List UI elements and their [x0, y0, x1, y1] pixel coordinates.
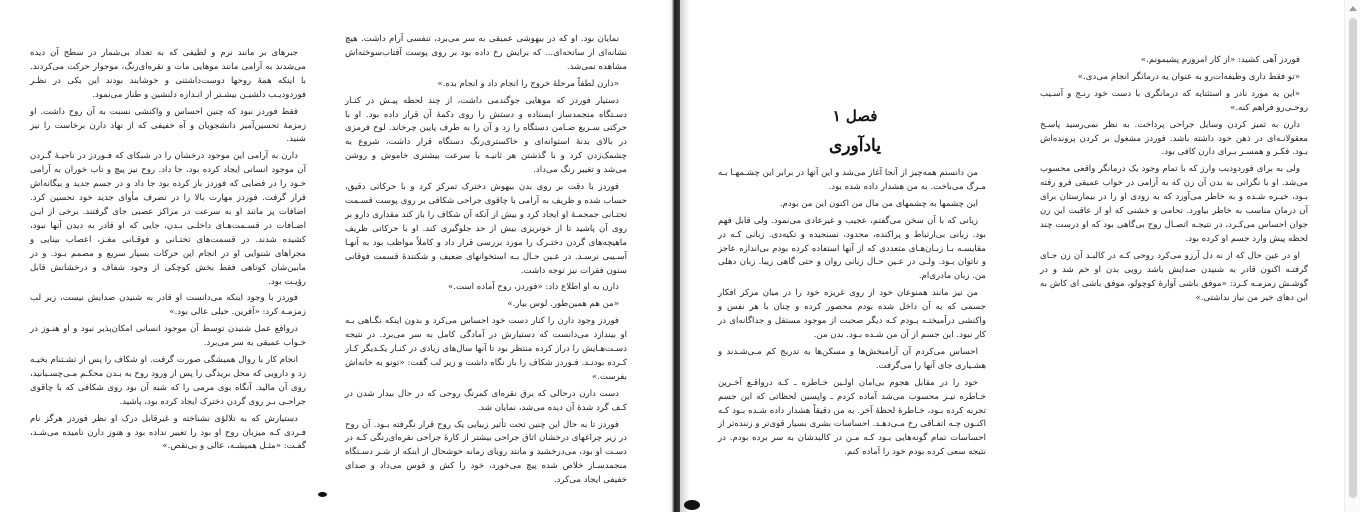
paragraph: او در عین حال که از نه دل آرزو می‌کرد روحی کـه در کالبـد آن زن جـای گرفتـه اکنون قادر به شنیدن صدایش باشد رویی بدن او خم شد و در گوشـش زمزمـه کـرد: «موفق باشی آوارهٔ کوچولو، موفق باشی ای کاش به این دهای خیر من نیاز نداشتی.»: [1040, 250, 1308, 303]
paragraph: دستیار فوردز که موهایی جوگندمی داشت، از چند لحظه پیـش در کنـار دسـتگاه منجمدساز ایستاده و دستش را روی دکمهٔ آن قرار داده بود. او با حرکتی سـریع ضـامن دستگاه را زد و آن را به طرف پایین چرخاند. لوح فرمزی در بالای بدنهٔ استوانه‌ای و خاکستری‌رنگ دستگاه قرار داشت، شروع به چشمک‌زدن کرد و با گذشتن هر ثانیـه با سرعت بیشتری خاموش و روشن می‌شد و تغییر رنگ می‌داد.: [345, 95, 627, 176]
paragraph: انجام کار با روال همیشگی صورت گرفت. او شکاف را پس از تشـتنام بخیـه زد و دارویی که محل بریدگی را پس از ورود روح به بـدن محکـم مـی‌چسـبانید، روی آن مالید. آنگاه بوی مرمی را که شبه آن بود روی شکافی که با چاقوی جراحـی بـر روی گردن دخترک ایجاد کرده بود، پاشید.: [30, 355, 306, 407]
paragraph: فوردز وجود دارن را کنار دست خود احساس می‌کرد و بدون اینکه نگـاهی بـه او بیندازد می‌دانست که دستیارش در آمادگی کامل به سر می‌برد. در نتیجه دسـت‌هـایش را دراز کرده منتظر بود تا آنها سال‌های زیادی در کنـار یکـدیگر کـار کـرده بودنـد. فـوردز شکاف را باز نگاه داشت و زیر لب گفت: «تونو به خانه‌اش بفرست.»: [345, 316, 627, 382]
paragraph: ولی به برای فوردودیب وارز که با تمام وجود یک درمانگر واقعی محسوب می‌شد. او با نگرانی به بدن آن زن که به آرامی در خواب عمیقی فرو رفته بـود، خیـره شـده و به خاطر می‌آورد که به زودی او را در بیمارستان برای آن درمان مناسب به خاطر بیاورد. تحامی و خشنی که او از عاقبت این زن جوان احساس می‌کـرد، در نتیجـه اتصـال روح بی‌گاهی بود که او درست چند لحظه پیش وارد جسم او کرده بود.: [1040, 164, 1308, 244]
paragraph: فوردز تا به حال این چنین تحت تأثیر زیبایی یک روح قرار نگرفته بـود. آن روح در زیر چراغهای درخشان اتاق جراحی بیشتر از کارهٔ جراحی نقره‌ای‌رنگی کـه در دسـت او بود، می‌درخشید و مانند رویای زمانه خوشحال از اینکه از شـر دسـتگاه منجمدسـاز خلاص شده پیچ می‌خورد، خود را کش و قوس می‌داد و صدای خفیفی ایجاد می‌کرد.: [345, 419, 627, 486]
paragraph: فوردز آهی کشید: «از کار امروزم پشیمونم.»: [1140, 55, 1300, 65]
page-edge-shadow: [680, 0, 690, 512]
paragraph: «این یه مورد نادر و استثنایه که درمانگری با دست خود رنـج و آسـیب روحـی‌رو فراهم کنه.»: [1040, 88, 1308, 113]
paragraph: این چشمها به چشمهای من مال من اکنون این من بودم.: [779, 198, 978, 209]
paragraph: فوردز با دقت بر روی بدن بیهوش دخترک تمرکز کرد و با حرکاتی دقیق، حساب شده و ظریف به آرامی با چاقوی جراحی شکافی بر روی پوست قسـمت تحتـانی جمجمـهٔ او ایجاد کرد و بیش از آنکه آن شکاف را باز کند مقداری دارو بر روی آن پاشید تا از خونریزی بیش از حد جلوگیری کند. او با حرکاتی ظریف ماهیچه‌های گردن دختـرک را مورد بررسی قرار داد و کاملاً مواظب بود به آنهـا آسـیبی نرسـد. در عـین حـال بـه استخوانهای ضعیف و شکنندهٔ قسمت فوقانی ستون فقرات نیز توجه داشت.: [345, 182, 627, 276]
paragraph: احساس می‌کردم آن آرامبخش‌ها و مسکن‌ها به تدریج کم مـی‌شـدند و هشـیاری جای آنها را می‌گرفت.: [718, 346, 986, 371]
paragraph: من نیز مانند همنوعان خود از روی غریزه خود را در میان مرکز افکار جسمی که به آن داخل شده بودم محصور کرده و چنان با هر نفس و واکنشی درآمیختـه بـودم کـه دیگر صحبت از موجود مستقل و جداگانه‌ای در کار نبود. این جسم از آن من شـده بـود. بدن من.: [718, 288, 986, 340]
paragraph: دارن به او اطلاع داد: «فوردز، روح آماده است.»: [448, 282, 619, 293]
vertical-scrollbar[interactable]: [1344, 0, 1360, 512]
scrollbar-thumb[interactable]: [1349, 18, 1357, 498]
chapter-number: فصل ۱: [832, 107, 878, 125]
paragraph: درواقع عمل شنیدن توسط آن موجود انسانی امکان‌پذیر نبود و او هنـوز در خـواب عمیقی به سر می‌برد.: [30, 324, 306, 349]
paragraph: «تو فقط داری وظیفه‌ات‌رو به عنوان یه درمانگر انجام می‌دی.»: [1077, 71, 1300, 82]
book-page-left: [0, 0, 668, 512]
paragraph: خود را در مقابل هجوم بی‌امان اولـین خـاطره ـ کـه درواقـع آخـرین خـاطره نیـز محسوب می‌شد آماده کردم ـ واپسین لحظاتی که این جسم تجربه کرده بـود، خـاطرهٔ لحظهٔ آخر. به من دقیقاً هشدار داده شـده بـود کـه اکنـون چـه اتفـاقی رخ مـی‌دهـد. احساسات بشری بسیار قوی‌تر و زننده‌تر از احساسات تمام گونه‌هایی بـود کـه مـن در کالبدشان به سر برده بودم. در نتیجه سعی کرده بودم خود را آماده کنم.: [718, 377, 986, 458]
paragraph: جبرهای بر مانند نرم و لطیفی که به تعداد بی‌شمار در سطح آن دیده می‌شدند به آرامی مانند موهایی مات و نقره‌ای‌رنگ، موجوار حرکت می‌کردند. با اینکه همهٔ روحها دوست‌داشتنی و خوشایند بودند این یکی در نظـر فوردودیـب دلشیـن بیشـتر از انـدازه دلنشین و طناز می‌نمود.: [30, 48, 306, 100]
scroll-up-arrow-icon[interactable]: [1349, 6, 1357, 11]
paragraph: فقط فوردز نبود که چنین احساس و واکنشی نسبت به آن روح داشت. او زمزمهٔ تحسین‌آمیز دانشجویان و آه خفیفی که از نهاد دارن برخاست را نیز شنید.: [30, 106, 306, 145]
page-gutter: [668, 0, 680, 512]
paragraph: نمایان بود. او که در بیهوشی عمیقی به سر می‌برد، تنفسی آرام داشت. هیچ نشانه‌ای از سانحه‌ای... که برایش رخ داده بود بر روی پوست آفتاب‌سوخته‌اش مشاهده نمی‌شد.: [345, 34, 627, 72]
paragraph: «دارن لطفاً مرحلهٔ خروج را انجام داد و انجام بده.»: [437, 78, 619, 89]
text-column-left-a: [30, 47, 306, 457]
chapter-title: یادآوری: [829, 136, 881, 156]
paragraph: «من هم همین‌طور. لوس بیار.»: [507, 299, 619, 310]
paragraph: دستیارش که به تلالؤی نشناخته و غیرقابل درک او نظر فوردز هرگز نام فـردی کـه میزبان روح او بود را تغییر نداده بود و هنوز دارن نامیده می‌شـد، گفـت: «مثـل همیشـه، عالی و بی‌نقص.»: [30, 413, 306, 452]
paragraph: دست دارن درحالی که برق نقره‌ای کمرنگ روحی که در حال بیدار شدن در کـف گرد شدهٔ آن دیده می‌شد، نمایان شد.: [345, 388, 627, 413]
paragraph: من دانستم همه‌چیز از آنجا آغاز می‌شد و این آنها در برابر این چشـمهـا بـه مـرگ می‌باخت. به من هشدار داده شده بود.: [718, 168, 986, 192]
paragraph: دارن به تمیز کردن وسایل جراحی پرداخت. به نظر نمی‌رسید پاسـخ معقولانـه‌ای در ذهن خود داشته باشد. فوردز مشغول بر کردن پرونده‌اش بـود. فکـر و همسـر بـرای دارن کافی بود.: [1040, 119, 1308, 158]
paragraph: فوردز با وجود اینکه می‌دانست او قادر به شنیدن صدایش نیست، زیر لب زمزمـه کرد: «آفرین. خیلی عالی بود.»: [30, 293, 306, 318]
text-column-left-b: [345, 33, 627, 491]
text-column-right-a: [718, 167, 986, 463]
paragraph: زیانی که با آن سخن می‌گفتم، عجیب و غیرعادی می‌نمود. ولی قابل فهم بود. زبانی بی‌ارتباط و پراکنده، محدود، نسنجیده و تکیه‌دی. زبانی کـه در مقایسـه بـا زبـان‌هـای متعددی که از آنها استفاده کرده بودم بی‌اندازه عاجز و ناتوان بـود. ولـی در عـین حـال زبانی روان و حتی گاهی زیبا. زبان دهلی من. زبان مادری‌ام.: [718, 215, 986, 282]
text-column-right-b: [1040, 54, 1308, 308]
scan-speck: [318, 492, 327, 497]
paragraph: دارن به آرامی این موجود درخشان را در شبکای که فـوردز در ناحیـهٔ گـردن آن موجود انسانی ایجاد کرده بود، جا داد. روح نیز پیچ و تاب خوران به آرامی خـود را در فضایی که فوردز باز کرده بود جا داد و در جسم جدید و بیگانه‌اش قرار گرفت. فوردز مهارت بالا را در تصرف مأوای جدید خود تحسین کرد. اضافات پر مانند او به سرعت در مراکز عصبی جای گرفتند. برخی از ایـن اضـافات در قسـمت‌هـای داخلـی بـدن، جایی که او قادر به دیدن آنها نبود، کشیده شدند. در قسمت‌های تختـانی و فوقـانی مغـز، اعصاب بینایی و مجراهای شنوایی او در انجام این حرکات بسیار سریع و مصمم بـود. و در مابین‌شان کوتاهی فقط بخش کوچکی از وجود شفاف و درخشانش قابل رؤیـت بود.: [30, 151, 306, 287]
